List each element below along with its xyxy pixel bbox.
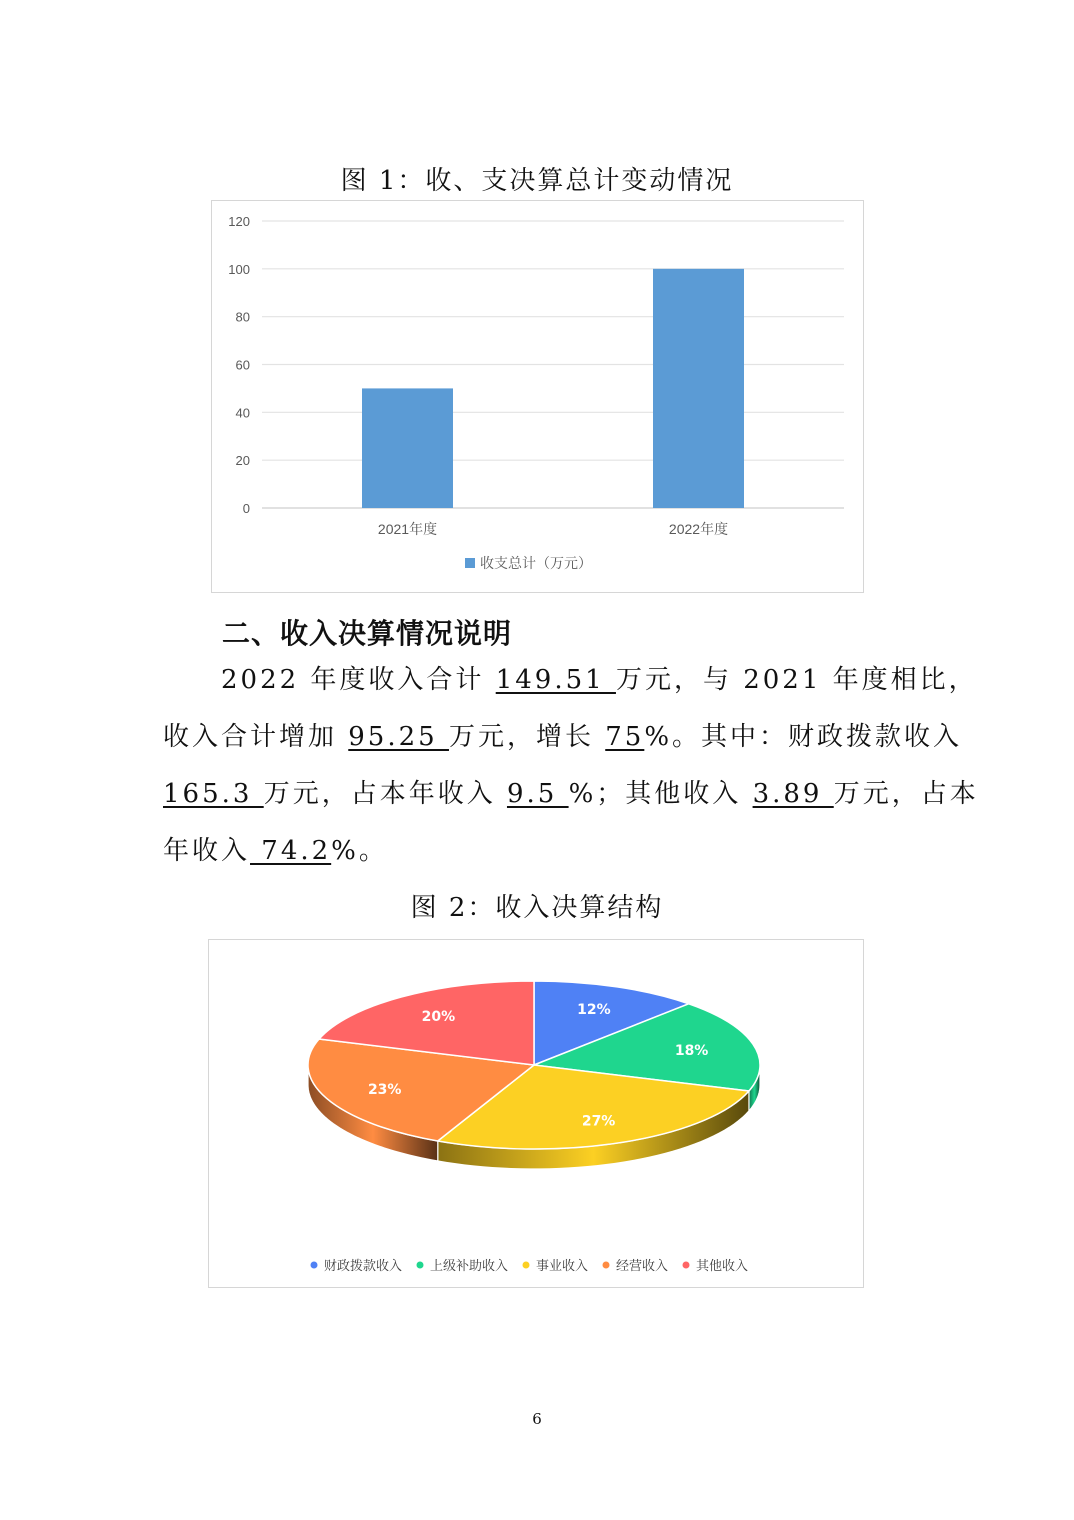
- x-tick-label: 2022年度: [668, 521, 729, 537]
- y-tick-label: 0: [242, 501, 250, 516]
- text-run: 收入合计增加: [163, 722, 349, 752]
- figure2-caption: 图 2：收入决算结构: [410, 893, 664, 923]
- legend-marker: [311, 1262, 318, 1269]
- legend-marker: [523, 1262, 530, 1269]
- income-increase-value: 95.25: [348, 722, 449, 752]
- text-run: 万元，与 2021 年度相比，: [615, 665, 978, 695]
- legend-label: 收支总计（万元）: [480, 555, 592, 571]
- text-run: 年收入: [163, 836, 251, 866]
- bar-chart: [212, 201, 863, 592]
- legend-marker: [417, 1262, 424, 1269]
- text-run: %；其他收入: [568, 779, 753, 809]
- income-paragraph: [163, 658, 979, 886]
- text-run: 万元，占本: [833, 779, 979, 809]
- paragraph-line-2: [163, 715, 963, 772]
- legend-label: 经营收入: [616, 1259, 669, 1274]
- pie-data-label: 23%: [367, 1082, 402, 1098]
- legend-swatch: [465, 558, 475, 568]
- paragraph-line-3: [163, 772, 979, 829]
- text-run: %。: [331, 836, 388, 866]
- page-number: 6: [532, 1410, 542, 1428]
- section-heading: 二、收入决算情况说明: [222, 617, 513, 650]
- growth-rate-value: 75: [605, 722, 645, 752]
- figure1-caption: 图 1：收、支决算总计变动情况: [340, 166, 734, 196]
- pie-chart-container: [208, 939, 864, 1288]
- bar: [653, 269, 744, 508]
- pie-data-label: 20%: [421, 1009, 456, 1026]
- other-income-value: 3.89: [752, 779, 834, 809]
- legend-marker: [603, 1262, 610, 1269]
- y-tick-label: 120: [228, 214, 250, 229]
- legend-label: 上级补助收入: [430, 1259, 509, 1274]
- paragraph-line-1: [163, 658, 978, 715]
- y-tick-label: 60: [235, 357, 250, 373]
- y-tick-label: 80: [235, 309, 250, 325]
- legend-label: 其他收入: [696, 1259, 749, 1274]
- legend-marker: [683, 1262, 690, 1269]
- pie-data-label: 18%: [674, 1043, 709, 1059]
- pie-data-label: 12%: [577, 1001, 611, 1018]
- paragraph-line-4: [163, 829, 923, 886]
- text-run: 2022 年度收入合计: [221, 665, 496, 695]
- y-tick-label: 20: [235, 453, 250, 469]
- other-share-value: 74.2: [250, 836, 332, 866]
- total-income-value: 149.51: [495, 665, 616, 695]
- legend-label: 事业收入: [536, 1259, 589, 1274]
- text-run: 万元，占本年收入: [263, 779, 507, 809]
- bar-chart-container: [211, 200, 864, 593]
- fiscal-appropriation-value: 165.3: [163, 779, 264, 809]
- pie-data-label: 27%: [581, 1113, 616, 1130]
- fiscal-share-value: 9.5: [506, 779, 569, 809]
- bar: [362, 388, 453, 508]
- text-run: %。其中：财政拨款收入: [644, 722, 963, 752]
- legend-label: 财政拨款收入: [324, 1259, 403, 1274]
- y-tick-label: 40: [235, 405, 250, 421]
- x-tick-label: 2021年度: [377, 521, 438, 537]
- pie-chart: [209, 940, 863, 1287]
- text-run: 万元，增长: [448, 722, 606, 752]
- y-tick-label: 100: [228, 261, 250, 277]
